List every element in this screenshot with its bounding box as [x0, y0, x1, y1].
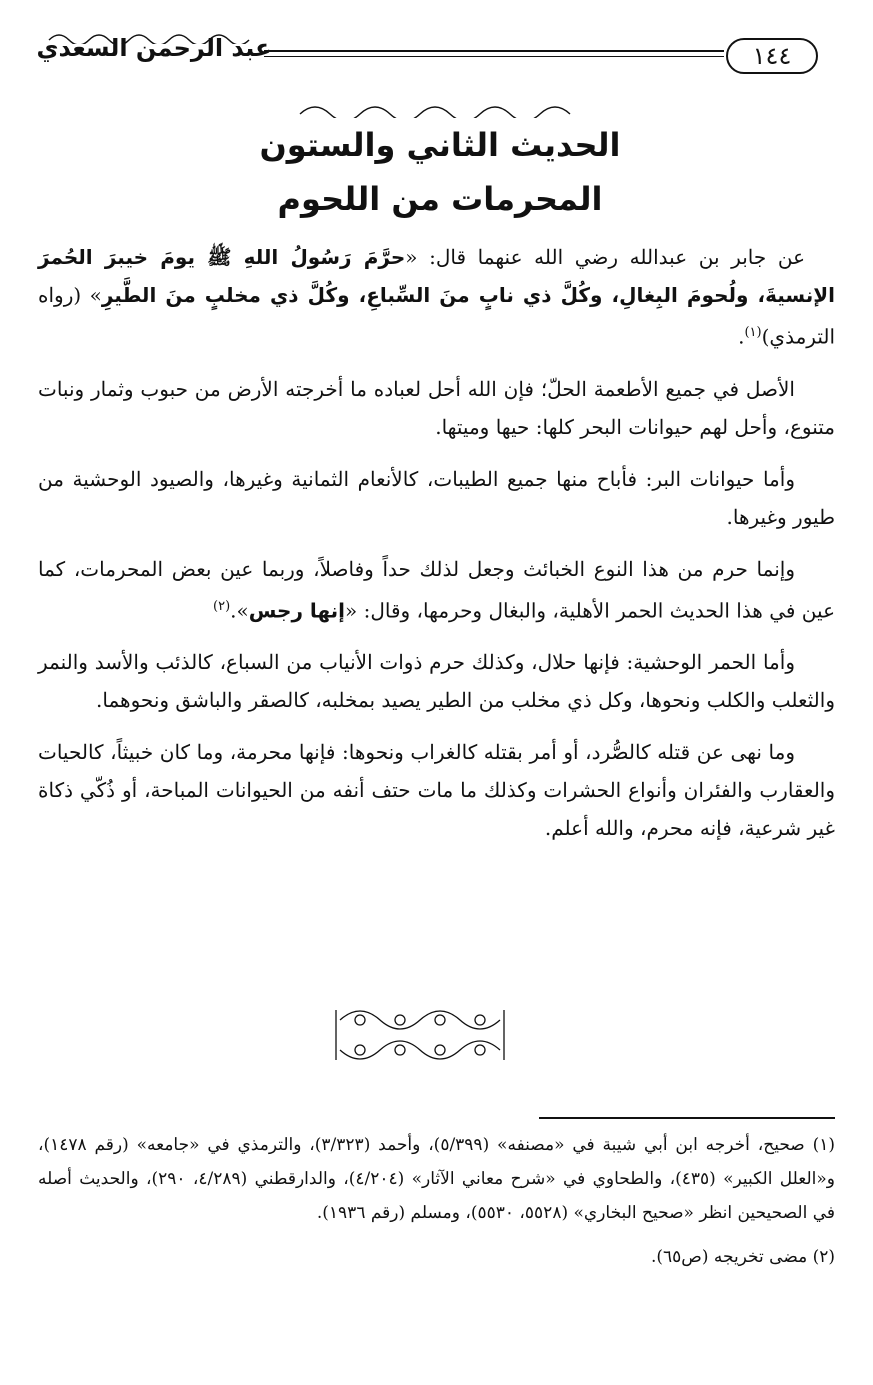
footnote-ref-2: (٢): [213, 598, 231, 614]
paragraph-3: وأما حيوانات البر: فأباح منها جميع الطيبات، كالأنعام الثمانية وغيرها، والصيود الوحشية من طيور وغيرها.: [38, 466, 835, 529]
hadith-text: حرَّمَ رَسُولُ اللهِ ﷺ يومَ خيبرَ الحُمرَ الإنسيةَ، ولُحومَ البِغالِ، وكُلَّ ذي نابٍ منَ السِّباعِ، وكُلَّ ذي مخلبٍ منَ الطَّيرِ: [38, 245, 835, 307]
paragraph-5: وأما الحمر الوحشية: فإنها حلال، وكذلك حرم ذوات الأنياب من السباع، كالذئب والأسد والنمر والثعلب والكلب ونحوها، وكل ذي مخلب من الطير يصيد بمخلبه، كالصقر والباشق ونحوهما.: [38, 650, 835, 713]
hadith-intro: عن جابر بن عبدالله رضي الله عنهما قال: «: [405, 245, 806, 269]
header-rule: [264, 50, 724, 52]
running-header: [24, 32, 824, 84]
footnotes: [38, 1128, 835, 1284]
paragraph-2: الأصل في جميع الأطعمة الحلّ؛ فإن الله أحل لعباده ما أخرجته الأرض من حبوب وثمار ونبات متنوع، وأحل لهم حيوانات البحر كلها: حيها وميتها.: [38, 376, 835, 439]
hadith-source: » (رواه الترمذي): [38, 283, 835, 349]
quote-bold: إنها رجس: [248, 598, 346, 623]
main-text: [38, 238, 835, 861]
chapter-title-line-2: المحرمات من اللحوم: [277, 180, 603, 218]
paragraph-hadith: عن جابر بن عبدالله رضي الله عنهما قال: «حرَّمَ رَسُولُ اللهِ ﷺ يومَ خيبرَ الحُمرَ الإنسيةَ، ولُحومَ البِغالِ، وكُلَّ ذي نابٍ منَ السِّباعِ، وكُلَّ ذي مخلبٍ منَ الطَّيرِ» (رواه الترمذي)$^{(١)}$.: [38, 245, 835, 349]
paragraph-4: [38, 550, 835, 630]
section-end-ornament-icon: [330, 1000, 510, 1070]
paragraph-4-text: وإنما حرم من هذا النوع الخبائث وجعل لذلك حداً وفاصلاً، وربما عين بعض المحرمات، كما عين في هذا الحديث الحمر الأهلية، والبغال وحرمها، وقال: «: [38, 556, 835, 623]
header-rule-thin: [264, 56, 724, 57]
footnote-2: (٢) مضى تخريجه (ص٦٥).: [650, 1247, 835, 1267]
page-number: ١٤٤: [726, 38, 818, 74]
chapter-title-line-1: الحديث الثاني والستون: [259, 126, 621, 164]
chapter-title: [180, 104, 700, 226]
footnote-ref-1: (١): [744, 325, 762, 340]
footnote-1: (١) صحيح، أخرجه ابن أبي شيبة في «مصنفه» (٥/٣٩٩)، وأحمد (٣/٣٢٣)، والترمذي في «جامعه» (رقم ١٤٧٨)، و«العلل الكبير» (٤٣٥)، والطحاوي في «شرح معاني الآثار» (٤/٢٠٤)، والدارقطني (٤/٢٨٩، ٢٩٠)، والحديث أصله في الصحيحين انظر «صحيح البخاري» (٥٥٢٨، ٥٥٣٠)، ومسلم (رقم ١٩٣٦).: [38, 1135, 836, 1223]
quote-close: ».: [230, 598, 249, 623]
paragraph-6: وما نهى عن قتله كالصُّرد، أو أمر بقتله كالغراب ونحوها: فإنها محرمة، وما كان خبيثاً، كالحيات والعقارب والفئران وأنواع الحشرات وكذلك ما مات حتف أنفه من الحيوانات المباحة، أو ذُكّي ذكاة غير شرعية، فإنه محرم، والله أعلم.: [38, 740, 835, 841]
running-header-author: عبد الرحمن السعدي: [36, 34, 272, 62]
footnote-separator: [539, 1117, 835, 1119]
title-top-flourish-icon: [290, 104, 590, 118]
